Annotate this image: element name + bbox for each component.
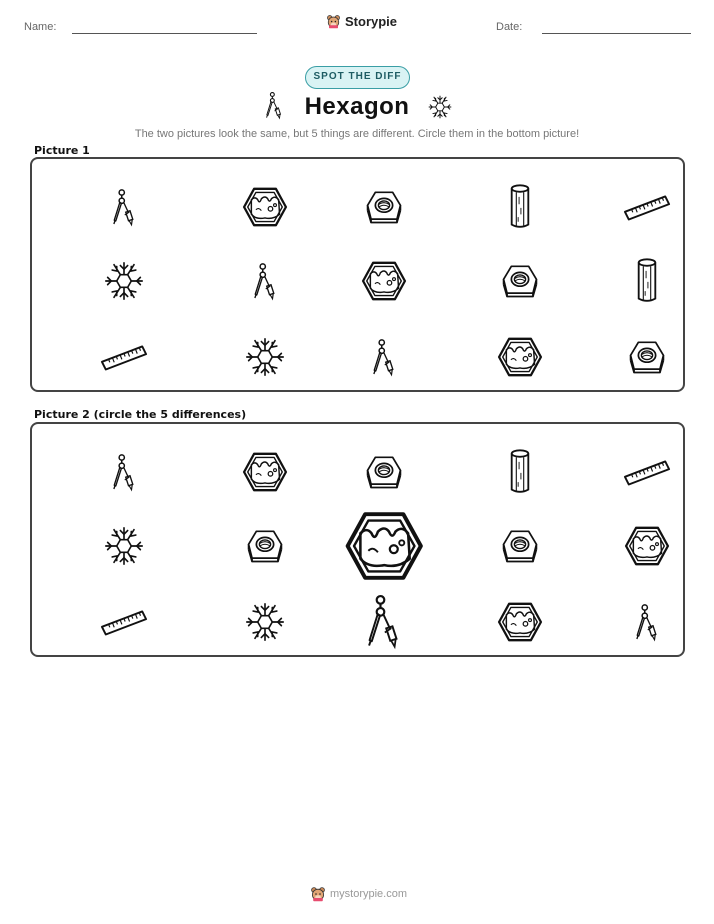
brand-name: Storypie (345, 14, 398, 29)
honeycomb-hexagon-icon (624, 526, 670, 566)
compass-icon (369, 335, 399, 380)
activity-badge: SPOT THE DIFF (305, 66, 410, 89)
hex-nut-icon (246, 527, 284, 565)
ruler-icon (100, 607, 148, 637)
hex-nut-icon (501, 262, 539, 300)
picture1-cell (235, 329, 295, 385)
picture1-cell (617, 179, 677, 235)
picture2-cell[interactable] (617, 444, 677, 500)
honeycomb-hexagon-icon (497, 602, 543, 642)
snowflake-icon (104, 526, 144, 566)
snowflake-icon (245, 337, 285, 377)
picture2-cell[interactable] (354, 589, 414, 654)
bear-logo-icon (310, 886, 326, 902)
instructions: The two pictures look the same, but 5 things are different. Circle them in the bottom picture! (134, 128, 580, 140)
hex-nut-icon (365, 188, 403, 226)
picture2-label: Picture 2 (circle the 5 differences) (34, 408, 247, 421)
compass-icon (250, 259, 280, 304)
name-label: Name: (24, 21, 57, 33)
picture2-cell[interactable] (617, 594, 677, 650)
picture2-cell[interactable] (490, 444, 550, 500)
picture2-cell[interactable] (94, 518, 154, 574)
picture2-cell[interactable] (94, 444, 154, 500)
picture2-cell[interactable] (94, 594, 154, 650)
picture1-cell (490, 179, 550, 235)
bear-logo-icon (326, 14, 341, 29)
picture1-cell (617, 253, 677, 309)
compass-icon (263, 91, 285, 120)
picture1-cell (94, 329, 154, 385)
picture1-panel (30, 157, 685, 392)
hex-nut-icon (365, 453, 403, 491)
name-field[interactable] (72, 33, 257, 34)
picture2-cell[interactable] (617, 518, 677, 574)
hex-nut-icon (501, 527, 539, 565)
honeycomb-hexagon-icon (344, 511, 425, 581)
pencil-stub-icon (508, 183, 532, 231)
pencil-stub-icon (635, 257, 659, 305)
picture1-cell (490, 253, 550, 309)
picture2-cell[interactable] (344, 511, 425, 581)
picture1-cell (490, 329, 550, 385)
footer-url: mystorypie.com (330, 888, 408, 900)
picture2-cell[interactable] (235, 444, 295, 500)
ruler-icon (623, 192, 671, 222)
page-title: Hexagon (304, 93, 410, 120)
picture2-cell[interactable] (354, 444, 414, 500)
picture1-cell (94, 253, 154, 309)
snowflake-icon (245, 602, 285, 642)
picture2-panel[interactable] (30, 422, 685, 657)
picture1-cell (354, 329, 414, 385)
picture1-cell (94, 179, 154, 235)
picture1-cell (354, 253, 414, 309)
picture2-cell[interactable] (490, 594, 550, 650)
honeycomb-hexagon-icon (242, 452, 288, 492)
picture2-cell[interactable] (235, 518, 295, 574)
brand-logo (326, 14, 397, 29)
honeycomb-hexagon-icon (361, 261, 407, 301)
picture1-cell (235, 179, 295, 235)
date-label: Date: (496, 21, 523, 33)
honeycomb-hexagon-icon (242, 187, 288, 227)
picture2-cell[interactable] (235, 594, 295, 650)
ruler-icon (623, 457, 671, 487)
picture1-label: Picture 1 (34, 144, 90, 157)
picture1-cell (235, 253, 295, 309)
compass-icon (632, 600, 662, 645)
compass-icon (109, 185, 139, 230)
snowflake-icon (428, 95, 452, 119)
date-field[interactable] (542, 33, 691, 34)
footer (310, 886, 407, 902)
picture1-cell (617, 329, 677, 385)
snowflake-icon (104, 261, 144, 301)
honeycomb-hexagon-icon (497, 337, 543, 377)
hex-nut-icon (628, 338, 666, 376)
pencil-stub-icon (508, 448, 532, 496)
ruler-icon (100, 342, 148, 372)
picture2-cell[interactable] (490, 518, 550, 574)
compass-icon (109, 450, 139, 495)
picture1-cell (354, 179, 414, 235)
compass-icon (362, 589, 406, 654)
